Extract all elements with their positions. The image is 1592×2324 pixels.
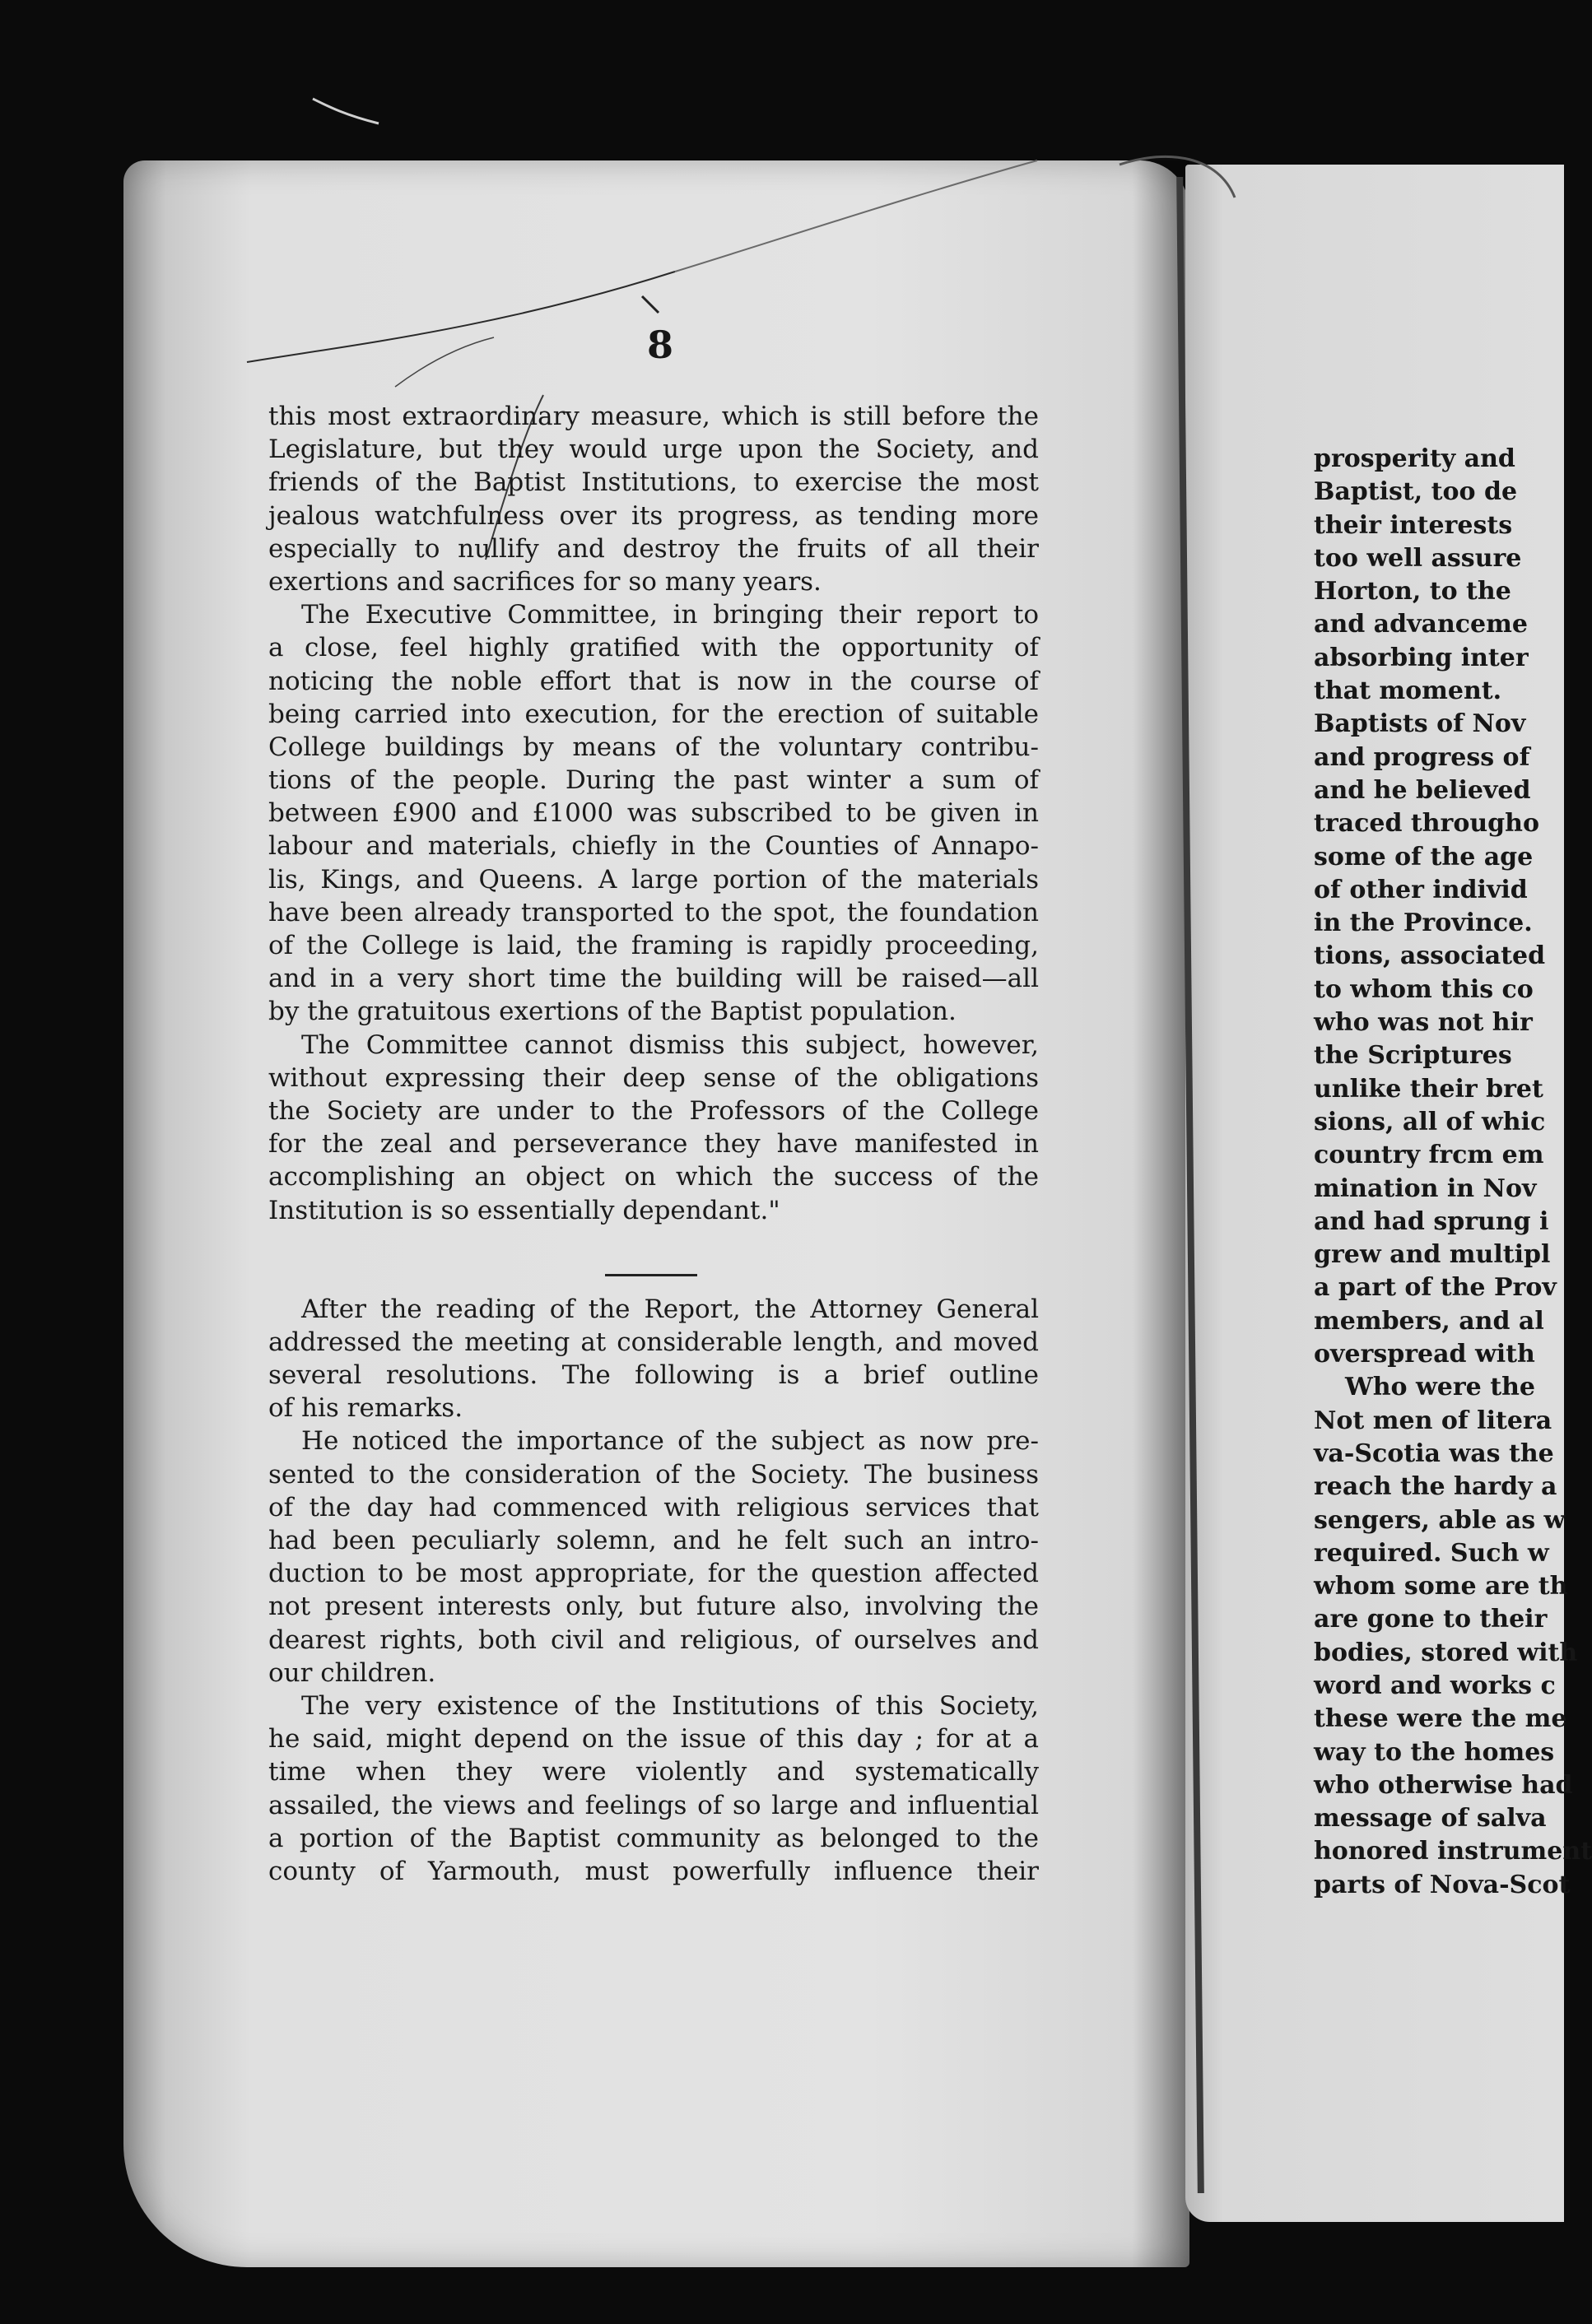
text-line: county of Yarmouth, must powerfully influence their [268, 1856, 1039, 1886]
text-line: overspread with [1314, 1340, 1535, 1369]
text-line: being carried into execution, for the erection of suitable [268, 699, 1039, 729]
text-line: addressed the meeting at considerable length, and moved [268, 1327, 1039, 1357]
text-line: sengers, able as w [1314, 1505, 1566, 1535]
paragraph [268, 400, 1039, 598]
text-line: are gone to their [1314, 1605, 1548, 1634]
text-line: way to the homes [1314, 1737, 1555, 1767]
text-line: a close, feel highly gratified with the opportunity of [268, 633, 1039, 663]
text-line: of the day had commenced with religious services that [268, 1492, 1039, 1522]
text-line: accomplishing an object on which the success of the [268, 1162, 1039, 1192]
text-line: parts of Nova-Scot [1314, 1870, 1571, 1899]
left-page-text [268, 400, 1039, 1888]
text-line: he said, might depend on the issue of this day ; for at a [268, 1724, 1039, 1755]
text-line: duction to be most appropriate, for the question affected [268, 1559, 1039, 1589]
text-line: prosperity and [1314, 444, 1515, 473]
text-line: Not men of litera [1314, 1406, 1552, 1435]
text-line: of his remarks. [268, 1393, 463, 1424]
paragraph [268, 1029, 1039, 1227]
text-line: country frcm em [1314, 1141, 1544, 1170]
text-line: time when they were violently and systematically [268, 1757, 1039, 1787]
text-line: bodies, stored with [1314, 1638, 1578, 1667]
section-gap [268, 1227, 1039, 1293]
text-line: who was not hir [1314, 1008, 1533, 1038]
paragraph [268, 598, 1039, 1028]
text-line: and advanceme [1314, 610, 1528, 639]
text-line: tions of the people. During the past winter a sum of [268, 765, 1039, 796]
text-line: word and works c [1314, 1671, 1556, 1700]
text-line: After the reading of the Report, the Attorney General [301, 1294, 1039, 1324]
text-line: without expressing their deep sense of the obligations [268, 1062, 1039, 1093]
text-line: several resolutions. The following is a brief outline [268, 1360, 1039, 1391]
text-line: sions, all of whic [1314, 1107, 1546, 1136]
text-line: this most extraordinary measure, which is still before the [268, 402, 1039, 431]
text-line: members, and al [1314, 1306, 1544, 1336]
text-line: sented to the consideration of the Society. The business [268, 1459, 1039, 1490]
text-line: too well assure [1314, 543, 1522, 573]
text-line: that moment. [1314, 676, 1502, 706]
text-line: message of salva [1314, 1804, 1547, 1834]
text-line: reach the hardy a [1314, 1472, 1557, 1502]
text-line: their interests [1314, 510, 1513, 540]
text-line: and he believed [1314, 775, 1531, 805]
text-line: and in a very short time the building will be raised—all [268, 964, 1039, 994]
text-line: Horton, to the [1314, 577, 1511, 607]
text-line: Baptist, too de [1314, 477, 1518, 507]
text-line: The very existence of the Institutions of this Society, [301, 1690, 1039, 1721]
text-line: The Committee cannot dismiss this subject, however, [301, 1030, 1039, 1060]
text-line: traced througho [1314, 809, 1539, 839]
paragraph [268, 1690, 1039, 1888]
page-number: 8 [646, 323, 673, 367]
paragraph [268, 1425, 1039, 1690]
text-line: these were the me [1314, 1704, 1567, 1734]
text-line: Who were the [1345, 1373, 1535, 1402]
text-line: College buildings by means of the voluntary contribu- [268, 732, 1039, 762]
text-line: and had sprung i [1314, 1206, 1549, 1236]
text-line: va-Scotia was the [1314, 1439, 1554, 1468]
right-page-text [1314, 443, 1592, 1902]
text-line: in the Province. [1314, 909, 1533, 938]
text-line: who otherwise had [1314, 1770, 1573, 1800]
text-line: The Executive Committee, in bringing their report to [301, 600, 1039, 630]
text-line: unlike their bret [1314, 1074, 1543, 1104]
text-line: absorbing inter [1314, 643, 1529, 672]
text-line: friends of the Baptist Institutions, to exercise the most [268, 467, 1039, 498]
text-line: especially to nullify and destroy the fruits of all their [268, 533, 1039, 564]
text-line: lis, Kings, and Queens. A large portion of the materials [268, 864, 1039, 895]
text-line: for the zeal and perseverance they have manifested in [268, 1129, 1039, 1160]
text-line: honored instrument [1314, 1837, 1592, 1866]
text-line: noticing the noble effort that is now in the course of [268, 666, 1039, 696]
text-line: whom some are th [1314, 1572, 1568, 1601]
text-line: our children. [268, 1657, 436, 1688]
text-line: grew and multipl [1314, 1240, 1551, 1270]
text-line: had been peculiarly solemn, and he felt such an intro- [268, 1526, 1039, 1555]
paragraph [268, 1293, 1039, 1425]
text-line: of other individ [1314, 875, 1528, 904]
text-line: jealous watchfulness over its progress, as tending more [268, 500, 1039, 531]
text-line: between £900 and £1000 was subscribed to be given in [268, 798, 1039, 829]
text-line: and progress of [1314, 742, 1530, 772]
text-line: not present interests only, but future also, involving the [268, 1592, 1039, 1622]
text-line: He noticed the importance of the subject as now pre- [301, 1426, 1039, 1457]
text-line: of the College is laid, the framing is rapidly proceeding, [268, 931, 1039, 960]
text-line: mination in Nov [1314, 1174, 1537, 1203]
text-line: a portion of the Baptist community as belonged to the [268, 1823, 1039, 1853]
text-line: Legislature, but they would urge upon the Society, and [268, 435, 1039, 465]
text-line: assailed, the views and feelings of so large and influential [268, 1790, 1039, 1820]
text-line: exertions and sacrifices for so many years. [268, 566, 822, 597]
text-line: some of the age [1314, 842, 1534, 872]
text-line: by the gratuitous exertions of the Baptist population. [268, 997, 957, 1027]
text-line: Baptists of Nov [1314, 709, 1526, 739]
text-line: required. Such w [1314, 1538, 1549, 1568]
text-line: have been already transported to the spot, the foundation [268, 897, 1039, 927]
text-line: Institution is so essentially dependant." [268, 1195, 780, 1225]
text-line: to whom this co [1314, 974, 1534, 1004]
text-line: tions, associated [1314, 941, 1546, 971]
text-line: dearest rights, both civil and religious, of ourselves and [268, 1624, 1039, 1655]
text-line: labour and materials, chiefly in the Counties of Annapo- [268, 831, 1039, 862]
section-divider-rule [605, 1274, 697, 1276]
text-line: the Scriptures [1314, 1041, 1512, 1071]
text-line: the Society are under to the Professors of the College [268, 1095, 1039, 1126]
text-line: a part of the Prov [1314, 1273, 1557, 1303]
